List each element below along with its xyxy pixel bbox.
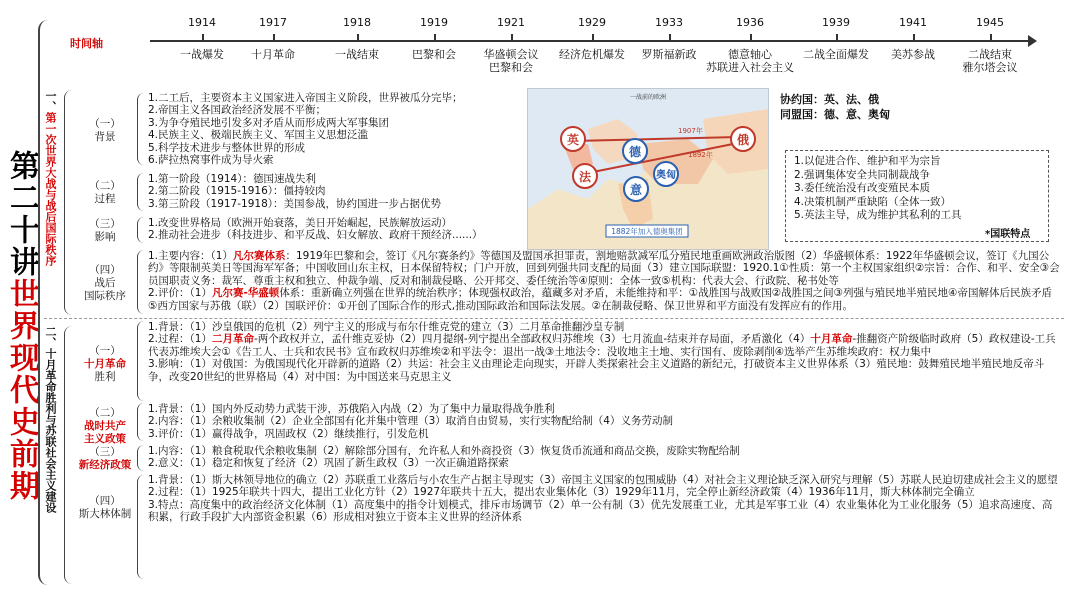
timeline-event [180, 48, 224, 61]
s1-bg-head [80, 118, 130, 144]
timeline-event-line: 罗斯福新政 [641, 48, 697, 61]
timeline-year: 1941 [899, 16, 927, 29]
section1-number: 一、 [44, 90, 57, 112]
s2-war-comm-line: 3.评价：（1）赢得战争，巩固政权（2）继续推行，引发危机 [148, 427, 429, 440]
s1-impact-list [148, 217, 528, 242]
s1-process-line: 3.第三阶段（1917-1918）：美国参战，协约国进一步占据优势 [148, 197, 441, 210]
s2-victory-l2-b: -两个政权并立，孟什维克妥协（2）四月提纲-列宁提出全部政权归苏维埃（3）七月流血-结束并存局面，矛盾激化（4） [253, 333, 811, 346]
s2-nep-line: 2.意义：（1）稳定和恢复了经济（2）巩固了新生政权（3）一次正确道路探索 [148, 457, 509, 470]
map-country-label: 俄 [736, 133, 750, 147]
section2-title [44, 326, 62, 586]
timeline-axis [150, 16, 1030, 74]
s1-impact-line: 2.推动社会进步（科技进步、和平反战、妇女解放、政府干预经济......） [148, 229, 483, 242]
timeline-year: 1945 [976, 16, 1004, 29]
section-divider [44, 318, 1064, 319]
timeline-event-line: 美苏参战 [891, 48, 935, 61]
league-line: 2.强调集体安全共同制裁战争 [794, 168, 931, 181]
timeline-arrow-icon [1028, 35, 1037, 47]
europe-map-svg [528, 89, 768, 249]
timeline-tick [511, 34, 513, 42]
timeline-event [251, 48, 295, 61]
s1-postwar-p1-highlight: 凡尔赛体系 [232, 250, 286, 262]
s2-victory-line: 3.影响：（1）对俄国：为俄国现代化开辟新的道路（2）共运：社会主义由理论走向现实，开辟人类探索社会主义道路的新纪元，打破资本主义世界体系（3）殖民地：鼓舞殖民地半殖民地反帝斗争，改变20世纪的世界格局（4）对中国：为中国送来马克思主义 [148, 358, 1045, 383]
timeline-tick [434, 34, 436, 42]
s1-bg-head-num: （一） [89, 118, 121, 130]
s1-bg-brace [137, 93, 144, 165]
s2-stalin-line: 1.背景：（1）斯大林领导地位的确立（2）苏联重工业落后与小农生产占据主导现实（3）帝国主义国家的包围威胁（4）对社会主义理论缺乏深入研究与理解（5）苏联人民迫切建成社会主义的愿望 [148, 474, 1058, 486]
timeline-tick [357, 34, 359, 42]
timeline-event-line: 一战爆发 [180, 48, 224, 61]
timeline-event-line: 一战结束 [335, 48, 379, 61]
s1-bg-line: 5.科学技术进步与整体世界的形成 [148, 141, 306, 154]
section2-title-text: 十月革命胜利与苏联社会主义建设 [44, 348, 57, 513]
timeline-tick [592, 34, 594, 42]
s2-nep-list [148, 445, 1060, 470]
s2-war-comm-head-red: 战时共产主义政策 [84, 420, 126, 445]
s2-victory-brace [137, 321, 144, 401]
s2-victory-l2-c: -推翻资产阶级临时政府（5）政权建设-工兵代表苏维埃大会①《告工人、士兵和农民书》宣布政权归苏维埃②和平法令：退出一战③土地法令：没收地主土地、实行国有、废除剥削④选举产生苏维埃政府：权力集中 [148, 333, 1056, 358]
section1-brace [64, 90, 73, 315]
map-year-1892: 1892年 [688, 151, 713, 159]
timeline-year: 1929 [578, 16, 606, 29]
s2-nep-head-num: （三） [89, 446, 121, 458]
s1-bg-line: 1.二工后，主要资本主义国家进入帝国主义阶段，世界被瓜分完毕； [148, 92, 463, 104]
timeline-tick [990, 34, 992, 42]
s2-stalin-line: 2.过程：（1）1925年联共十四大，提出工业化方针（2）1927年联共十五大，提出农业集体化（3）1929年11月，完全停止新经济政策（4）1936年11月，斯大林体制完全确立 [148, 486, 975, 499]
timeline-event-line: 十月革命 [251, 48, 295, 61]
s1-process-brace [137, 173, 144, 211]
timeline-tick [836, 34, 838, 42]
timeline-label: 时间轴 [70, 37, 103, 50]
map-country-label: 奥匈 [656, 170, 676, 181]
league-line: 1.以促进合作、维护和平为宗旨 [794, 155, 941, 167]
s2-victory-l2-a: 2.过程：（1） [148, 333, 212, 346]
s2-victory-head-num: （一） [89, 345, 121, 357]
timeline-tick [273, 34, 275, 42]
s1-postwar-p2 [148, 287, 1060, 312]
s2-stalin-head [76, 495, 134, 521]
section2-number: 二、 [44, 326, 57, 348]
timeline-tick [913, 34, 915, 42]
section1-title [44, 90, 62, 315]
timeline-event [642, 48, 697, 61]
s1-impact-head-num: （三） [89, 218, 121, 230]
s1-postwar-brace [137, 250, 144, 314]
main-title-line1: 第二十讲 [4, 150, 39, 278]
timeline-event [335, 48, 379, 61]
timeline-event [412, 48, 456, 61]
map-country-label: 意 [629, 183, 643, 197]
s1-process-list [148, 173, 520, 210]
s1-postwar-text [148, 250, 1060, 312]
s1-impact-head-label: 影响 [94, 231, 116, 243]
s1-bg-list [148, 92, 520, 166]
timeline-event-line: 华盛顿会议 [483, 48, 539, 61]
map-caption: 1882年加入德奥集团 [611, 227, 683, 236]
s1-bg-line: 4.民族主义、极端民族主义、军国主义思想泛滥 [148, 129, 369, 142]
s2-war-comm-list [148, 403, 1060, 440]
timeline-year: 1933 [655, 16, 683, 29]
timeline-tick [750, 34, 752, 42]
s2-war-comm-line: 1.背景：（1）国内外反动势力武装干涉，苏俄陷入内战（2）为了集中力量取得战争胜利 [148, 403, 555, 415]
s2-victory-text [148, 321, 1060, 383]
timeline-event-line: 德意轴心 [728, 48, 772, 61]
s2-nep-line: 1.内容：（1）粮食税取代余粮收集制（2）解除部分国有，允许私人和外商投资（3）恢复货币流通和商品交换，废除实物配给制 [148, 445, 740, 457]
timeline-tick [202, 34, 204, 42]
s2-victory-head-rest: 胜利 [94, 371, 116, 383]
map-country-label: 英 [566, 133, 580, 147]
timeline-year: 1917 [259, 16, 287, 29]
s1-postwar-head-num: （四） [89, 264, 121, 276]
s2-war-comm-head [76, 407, 134, 446]
s1-postwar-head [78, 264, 132, 303]
s1-postwar-p2-highlight: 凡尔赛-华盛顿 [211, 287, 280, 300]
timeline-event [803, 48, 869, 61]
section2-brace [64, 326, 73, 584]
s1-bg-line: 3.为争夺殖民地引发多对矛盾从而形成两大军事集团 [148, 116, 390, 129]
s2-stalin-brace [137, 475, 144, 579]
timeline-event [891, 48, 935, 61]
s1-postwar-p2-rest: 体系：重新确立列强在世界的统治秩序；体现强权政治，蕴藏多对矛盾，未能维持和平：①战胜国与战败国②战胜国之间③列强与殖民地半殖民地④帝国解体后民族矛盾⑤西方国家与苏俄（联）（2）国联评价：①开创了国际合作的形式,推动国际政治和国际法发展。②在制裁侵略、保卫世界和平方面没有发挥应有的作用。 [148, 287, 1052, 312]
timeline-event-line: 巴黎和会 [489, 61, 533, 74]
timeline-event [963, 48, 1018, 74]
s1-impact-line: 1.改变世界格局（欧洲开始衰落，美日开始崛起，民族解放运动） [148, 217, 453, 229]
s2-nep-head [76, 446, 134, 472]
main-title [2, 150, 40, 502]
map-country-label: 德 [628, 145, 642, 159]
s1-process-line: 1.第一阶段（1914）：德国速战失利 [148, 173, 316, 185]
timeline-event-line: 雅尔塔会议 [962, 61, 1018, 74]
s2-victory-head [76, 345, 134, 384]
timeline-event [706, 48, 794, 74]
map-title: 一战前的欧洲 [629, 94, 667, 101]
central-powers-label: 同盟国：德、意、奥匈 [780, 108, 890, 121]
s2-victory-line: 1.背景：（1）沙皇俄国的危机（2）列宁主义的形成与布尔什维克党的建立（3）二月革命推翻沙皇专制 [148, 321, 625, 333]
s2-nep-head-red: 新经济政策 [78, 459, 132, 471]
s1-postwar-p1-prefix: 1.主要内容：（1） [148, 250, 233, 262]
timeline-year: 1914 [188, 16, 216, 29]
league-line: 4.决策机制严重缺陷（全体一致） [794, 195, 952, 208]
s1-bg-line: 2.帝国主义各国政治经济发展不平衡； [148, 104, 327, 117]
s2-stalin-line: 3.特点：高度集中的政治经济文化体制（1）高度集中的指令计划模式，排斥市场调节（2）单一公有制（3）优先发展重工业，尤其是军事工业（4）农业集体化为工业化服务（5）追求高速度、高积累，行政手段扩大内部资金积累（6）形成相对独立于资本主义世界的经济体系 [148, 498, 1053, 524]
s1-bg-head-label: 背景 [94, 131, 116, 143]
s1-process-head-num: （二） [89, 180, 121, 192]
timeline-event-line: 巴黎和会 [412, 48, 456, 61]
timeline-event-line: 二战结束 [968, 48, 1012, 61]
timeline-event [559, 48, 625, 61]
s2-stalin-list [148, 474, 1060, 524]
s2-victory-highlight: 十月革命 [810, 333, 853, 346]
timeline-year: 1921 [497, 16, 525, 29]
timeline-year: 1918 [343, 16, 371, 29]
map-country-label: 法 [578, 170, 592, 184]
s1-process-line: 2.第二阶段（1915-1916）：僵持较肉 [148, 185, 326, 198]
alliances [780, 92, 890, 122]
s1-bg-line: 6.萨拉热窝事件成为导火索 [148, 154, 274, 167]
section1-title-text: 第一次世界大战与战后国际秩序 [44, 112, 57, 266]
s2-victory-highlight: 二月革命 [211, 333, 254, 346]
s2-nep-brace [137, 445, 144, 471]
s1-process-head [80, 180, 130, 206]
timeline-event-line: 经济危机爆发 [559, 48, 625, 61]
s2-victory-head-red: 十月革命 [84, 358, 126, 370]
s2-war-comm-line: 2.内容：（1）余粮收集制（2）企业全部国有化并集中管理（3）取消自由贸易，实行实物配给制（4）义务劳动制 [148, 415, 673, 428]
s1-impact-brace [137, 217, 144, 243]
europe-map-image [527, 88, 769, 250]
entente-label: 协约国：英、法、俄 [780, 93, 879, 106]
s1-postwar-p2-prefix: 2.评价：（1） [148, 287, 212, 300]
league-line: 3.委任统治没有改变殖民本质 [794, 182, 931, 194]
main-title-line2: 世界现代史前期 [4, 278, 39, 502]
timeline-event [484, 48, 539, 74]
s1-postwar-p1 [148, 250, 1060, 287]
s2-war-comm-brace [137, 403, 144, 441]
timeline-year: 1919 [420, 16, 448, 29]
s2-victory-line [148, 333, 1060, 358]
timeline-year: 1939 [822, 16, 850, 29]
map-year-1907: 1907年 [678, 127, 703, 135]
s2-war-comm-head-num: （二） [89, 407, 121, 419]
league-line: 5.英法主导，成为维护其私利的工具 [794, 209, 962, 221]
s2-stalin-head-num: （四） [89, 495, 121, 507]
timeline-event-line: 二战全面爆发 [803, 48, 869, 61]
league-note: *国联特点 [985, 229, 1031, 240]
s1-impact-head [80, 218, 130, 244]
s1-process-head-label: 过程 [94, 193, 116, 205]
timeline-year: 1936 [736, 16, 764, 29]
s1-postwar-head-label2: 国际秩序 [84, 290, 126, 302]
s1-postwar-p1-rest: ：1919年巴黎和会，签订《凡尔赛条约》等德国及盟国承担罪责，割地赔款减军瓜分殖民地重画欧洲政治版图（2）华盛顿体系：1922年华盛顿会议，签订《九国公约》等限制英美日等国海军军备；中国收回山东主权，日本保留特权；门户开放，回到列强共同支配的局面（3）建立国际联盟：1920.1①性质：第一个主权国家组织②宗旨：合作、和平、安全③会员国职责义务：裁军、尊重主权和独立、仲裁争端、反对和制裁侵略、公开邦交、委任统治等④原则：全体一致⑤机构：代表大会、行政院、秘书处等 [148, 250, 1060, 287]
timeline-event-line: 苏联进入社会主义 [706, 61, 794, 74]
s1-postwar-head-label1: 战后 [94, 277, 116, 289]
timeline-tick [669, 34, 671, 42]
s2-stalin-head-label: 斯大林体制 [78, 508, 132, 520]
